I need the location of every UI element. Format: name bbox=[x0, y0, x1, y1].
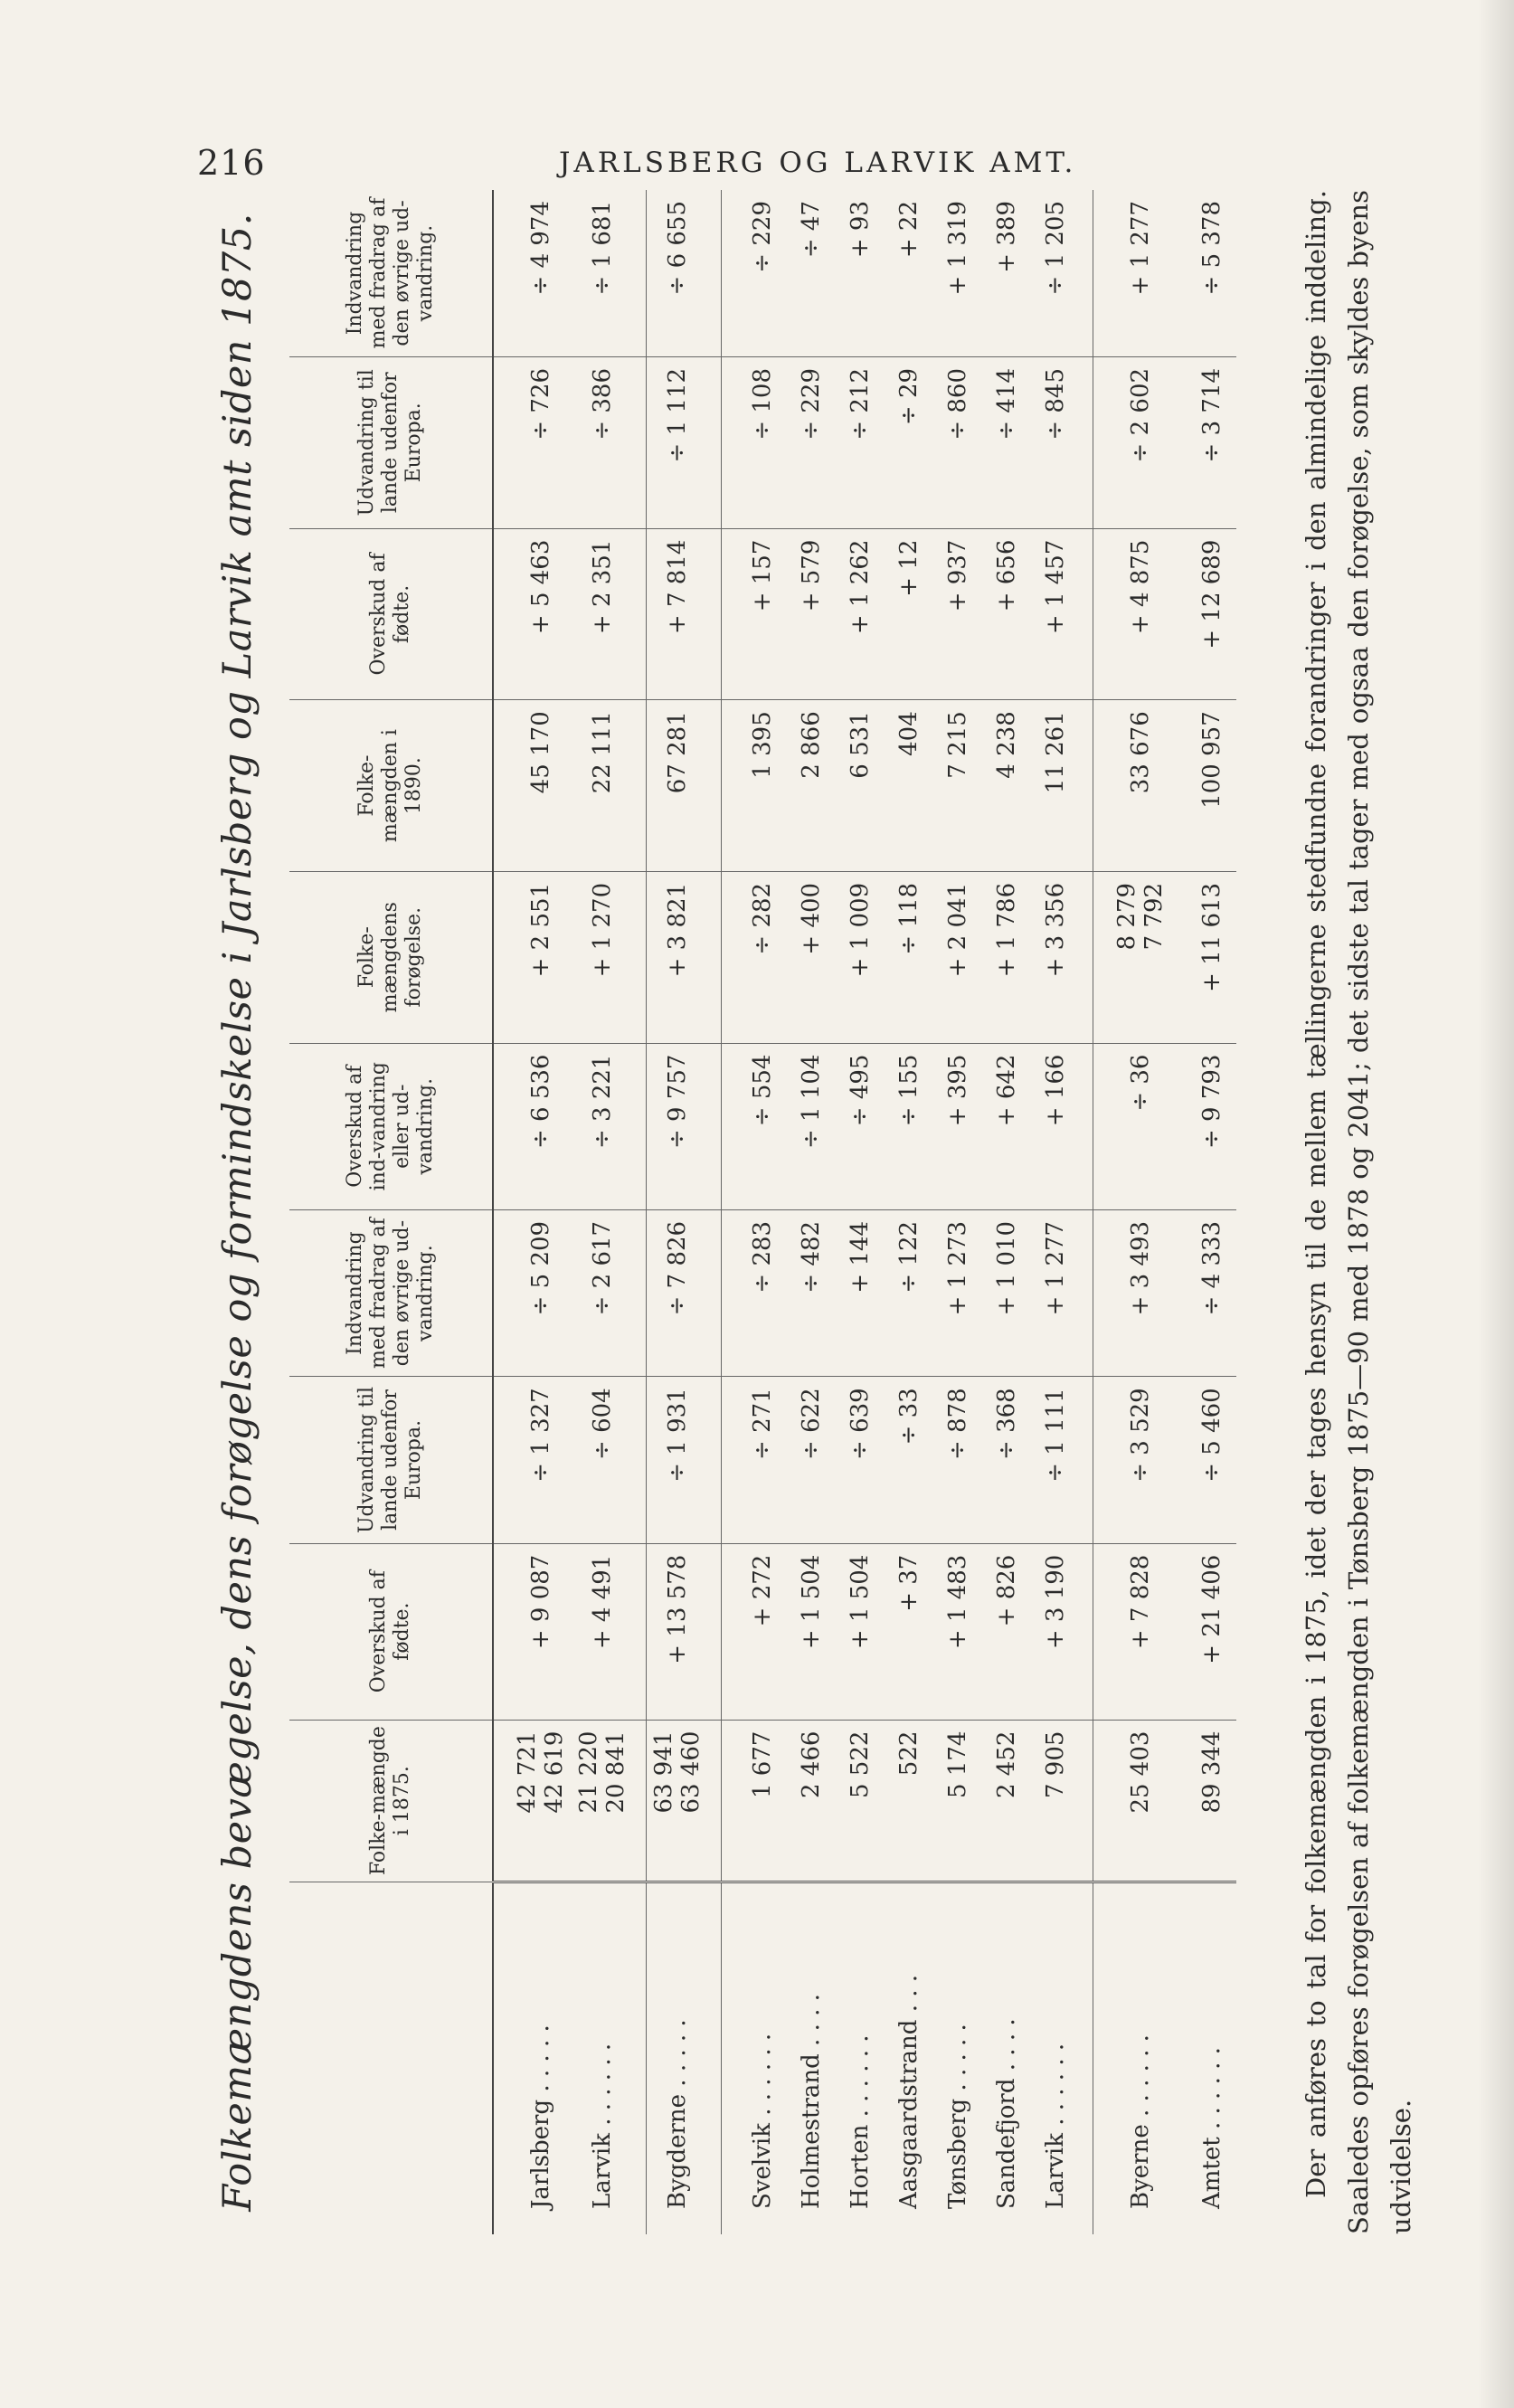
cell-c9: ÷ 4 974 bbox=[493, 190, 572, 356]
cell-c7: + 579 bbox=[787, 528, 836, 700]
table-row bbox=[1171, 190, 1236, 2234]
cell-c5: + 1 009 bbox=[836, 871, 885, 1043]
cell-pop1875: 1 677 bbox=[722, 1720, 788, 1882]
cell-c7: + 12 689 bbox=[1171, 528, 1236, 700]
cell-c5: ÷ 118 bbox=[885, 871, 933, 1043]
cell-c3: + 1 277 bbox=[1031, 1209, 1093, 1376]
cell-c5: + 2 551 bbox=[493, 871, 572, 1043]
cell-c5: + 11 613 bbox=[1171, 871, 1236, 1043]
cell-c3: ÷ 482 bbox=[787, 1209, 836, 1376]
cell-c9: + 1 319 bbox=[933, 190, 982, 356]
running-head: JARLSBERG OG LARVIK AMT. bbox=[559, 147, 1077, 179]
header-emigration-1: Udvandring til lande udenfor Europa. bbox=[289, 1377, 493, 1543]
cell-c4: ÷ 155 bbox=[885, 1043, 933, 1209]
cell-c1: + 1 504 bbox=[836, 1543, 885, 1720]
row-name: Amtet . . . . . . bbox=[1198, 2047, 1225, 2209]
cell-c7: + 7 814 bbox=[647, 528, 722, 700]
cell-c4: + 395 bbox=[933, 1043, 982, 1209]
cell-c2: ÷ 622 bbox=[787, 1377, 836, 1543]
cell-c3: + 3 493 bbox=[1093, 1209, 1172, 1376]
table-row bbox=[982, 190, 1031, 2234]
row-name: Horten . . . . . . bbox=[847, 2034, 874, 2209]
cell-c6: 22 111 bbox=[572, 700, 647, 872]
cell-c8: ÷ 2 602 bbox=[1093, 356, 1172, 528]
cell-c8: ÷ 3 714 bbox=[1171, 356, 1236, 528]
cell-c2: ÷ 878 bbox=[933, 1377, 982, 1543]
table-row bbox=[647, 190, 722, 2234]
cell-c2: ÷ 5 460 bbox=[1171, 1377, 1236, 1543]
cell-c2: ÷ 3 529 bbox=[1093, 1377, 1172, 1543]
table-row bbox=[1093, 190, 1172, 2234]
cell-c3: ÷ 5 209 bbox=[493, 1209, 572, 1376]
cell-c6: 100 957 bbox=[1171, 700, 1236, 872]
cell-c3: ÷ 283 bbox=[722, 1209, 788, 1376]
cell-c2: ÷ 639 bbox=[836, 1377, 885, 1543]
cell-c1: + 21 406 bbox=[1171, 1543, 1236, 1720]
cell-c4: ÷ 36 bbox=[1093, 1043, 1172, 1209]
table-row bbox=[572, 190, 647, 2234]
cell-c3: + 1 010 bbox=[982, 1209, 1031, 1376]
cell-c6: 11 261 bbox=[1031, 700, 1093, 872]
cell-c9: ÷ 47 bbox=[787, 190, 836, 356]
cell-c9: ÷ 6 655 bbox=[647, 190, 722, 356]
cell-c2: ÷ 1 111 bbox=[1031, 1377, 1093, 1543]
cell-c1: + 7 828 bbox=[1093, 1543, 1172, 1720]
cell-c4: + 166 bbox=[1031, 1043, 1093, 1209]
row-name: Aasgaardstrand . . . bbox=[895, 1974, 923, 2209]
cell-c1: + 826 bbox=[982, 1543, 1031, 1720]
cell-c7: + 157 bbox=[722, 528, 788, 700]
table-body bbox=[493, 190, 1236, 2234]
cell-c6: 4 238 bbox=[982, 700, 1031, 872]
cell-c5: ÷ 282 bbox=[722, 871, 788, 1043]
table-row bbox=[722, 190, 788, 2234]
header-migration-balance: Overskud af ind-vandring eller ud-vandring. bbox=[289, 1043, 493, 1209]
cell-c4: + 642 bbox=[982, 1043, 1031, 1209]
cell-c2: ÷ 604 bbox=[572, 1377, 647, 1543]
cell-c8: ÷ 212 bbox=[836, 356, 885, 528]
table-row bbox=[493, 190, 572, 2234]
cell-c7: + 656 bbox=[982, 528, 1031, 700]
cell-c1: + 1 504 bbox=[787, 1543, 836, 1720]
cell-c1: + 37 bbox=[885, 1543, 933, 1720]
header-pop1875: Folke-mængde i 1875. bbox=[289, 1720, 493, 1882]
population-table bbox=[289, 190, 1236, 2234]
table-row bbox=[787, 190, 836, 2234]
cell-c5: + 3 356 bbox=[1031, 871, 1093, 1043]
rotated-table-sheet bbox=[199, 190, 1483, 2234]
row-name: Holmestrand . . . . bbox=[798, 1994, 825, 2209]
cell-pop1875: 2 452 bbox=[982, 1720, 1031, 1882]
cell-c9: + 1 277 bbox=[1093, 190, 1172, 356]
cell-c1: + 272 bbox=[722, 1543, 788, 1720]
cell-c4: ÷ 9 757 bbox=[647, 1043, 722, 1209]
cell-c9: + 389 bbox=[982, 190, 1031, 356]
cell-c5: + 2 041 bbox=[933, 871, 982, 1043]
cell-c1: + 9 087 bbox=[493, 1543, 572, 1720]
cell-c6: 404 bbox=[885, 700, 933, 872]
header-emigration-2: Udvandring til lande udenfor Europa. bbox=[289, 356, 493, 528]
cell-c4: ÷ 554 bbox=[722, 1043, 788, 1209]
cell-c1: + 4 491 bbox=[572, 1543, 647, 1720]
cell-c6: 6 531 bbox=[836, 700, 885, 872]
cell-c6: 45 170 bbox=[493, 700, 572, 872]
header-pop1890: Folke-mængden i 1890. bbox=[289, 700, 493, 872]
cell-c7: + 5 463 bbox=[493, 528, 572, 700]
cell-c4: ÷ 6 536 bbox=[493, 1043, 572, 1209]
cell-pop1875: 63 941 63 460 bbox=[647, 1720, 722, 1882]
page-edge-shadow bbox=[1478, 0, 1514, 2408]
cell-c3: + 1 273 bbox=[933, 1209, 982, 1376]
cell-c8: ÷ 108 bbox=[722, 356, 788, 528]
cell-c3: + 144 bbox=[836, 1209, 885, 1376]
header-births-1: Overskud af fødte. bbox=[289, 1543, 493, 1720]
row-name: Byerne . . . . . . bbox=[1127, 2034, 1154, 2209]
cell-c2: ÷ 1 327 bbox=[493, 1377, 572, 1543]
cell-c7: + 1 262 bbox=[836, 528, 885, 700]
cell-c4: ÷ 1 104 bbox=[787, 1043, 836, 1209]
row-name: Tønsberg . . . . . bbox=[944, 2024, 971, 2209]
cell-c7: + 12 bbox=[885, 528, 933, 700]
row-name: Jarlsberg . . . . . bbox=[527, 2024, 554, 2209]
cell-c9: ÷ 1 205 bbox=[1031, 190, 1093, 356]
cell-c2: ÷ 33 bbox=[885, 1377, 933, 1543]
row-name: Sandefjord . . . . bbox=[993, 2018, 1020, 2209]
page-number: 216 bbox=[197, 143, 266, 183]
cell-c1: + 1 483 bbox=[933, 1543, 982, 1720]
table-row bbox=[1031, 190, 1093, 2234]
cell-c1: + 3 190 bbox=[1031, 1543, 1093, 1720]
cell-pop1875: 7 905 bbox=[1031, 1720, 1093, 1882]
cell-pop1875: 21 220 20 841 bbox=[572, 1720, 647, 1882]
cell-c2: ÷ 1 931 bbox=[647, 1377, 722, 1543]
row-name: Larvik . . . . . . bbox=[572, 1882, 647, 2234]
cell-c2: ÷ 271 bbox=[722, 1377, 788, 1543]
cell-pop1875: 89 344 bbox=[1171, 1720, 1236, 1882]
cell-pop1875: 25 403 bbox=[1093, 1720, 1172, 1882]
cell-c3: ÷ 7 826 bbox=[647, 1209, 722, 1376]
cell-c5: 8 279 7 792 bbox=[1093, 871, 1172, 1043]
cell-c8: ÷ 29 bbox=[885, 356, 933, 528]
cell-c7: + 937 bbox=[933, 528, 982, 700]
cell-c5: + 3 821 bbox=[647, 871, 722, 1043]
cell-c6: 2 866 bbox=[787, 700, 836, 872]
cell-pop1875: 42 721 42 619 bbox=[493, 1720, 572, 1882]
cell-pop1875: 522 bbox=[885, 1720, 933, 1882]
cell-c7: + 4 875 bbox=[1093, 528, 1172, 700]
cell-c9: + 93 bbox=[836, 190, 885, 356]
cell-c8: ÷ 229 bbox=[787, 356, 836, 528]
footnote: Der anføres to tal for folkemængden i 1875, idet der tages hensyn til de mellem tællingerne stedfundne forandringer i den almindelige inddeling. Saaledes opføres forøgelsen af folkemængden i Tønsberg 1875—90 med 1878 og 2041; det sidste tal tager med ogsaa den forøgelse, som skyldes byens udvidelse. bbox=[1301, 190, 1416, 2234]
cell-c8: ÷ 386 bbox=[572, 356, 647, 528]
cell-c1: + 13 578 bbox=[647, 1543, 722, 1720]
cell-c9: + 22 bbox=[885, 190, 933, 356]
table-title: Folkemængdens bevægelse, dens forøgelse og formindskelse i Jarlsberg og Larvik amt siden 1875. bbox=[215, 213, 260, 2212]
cell-c5: + 400 bbox=[787, 871, 836, 1043]
cell-c8: ÷ 414 bbox=[982, 356, 1031, 528]
row-name: Svelvik . . . . . . bbox=[749, 2033, 776, 2209]
cell-c7: + 2 351 bbox=[572, 528, 647, 700]
cell-c3: ÷ 4 333 bbox=[1171, 1209, 1236, 1376]
cell-pop1875: 2 466 bbox=[787, 1720, 836, 1882]
table-row bbox=[885, 190, 933, 2234]
cell-c6: 1 395 bbox=[722, 700, 788, 872]
table-row bbox=[933, 190, 982, 2234]
cell-c8: ÷ 1 112 bbox=[647, 356, 722, 528]
header-increase: Folke-mængdens forøgelse. bbox=[289, 871, 493, 1043]
cell-c8: ÷ 860 bbox=[933, 356, 982, 528]
row-name: Larvik . . . . . . bbox=[1031, 1882, 1093, 2234]
cell-c9: ÷ 1 681 bbox=[572, 190, 647, 356]
cell-c8: ÷ 845 bbox=[1031, 356, 1093, 528]
cell-c9: ÷ 229 bbox=[722, 190, 788, 356]
cell-c4: ÷ 9 793 bbox=[1171, 1043, 1236, 1209]
cell-c8: ÷ 726 bbox=[493, 356, 572, 528]
header-births-2: Overskud af fødte. bbox=[289, 528, 493, 700]
cell-c5: + 1 786 bbox=[982, 871, 1031, 1043]
cell-pop1875: 5 522 bbox=[836, 1720, 885, 1882]
cell-c3: ÷ 2 617 bbox=[572, 1209, 647, 1376]
cell-c6: 7 215 bbox=[933, 700, 982, 872]
cell-c6: 67 281 bbox=[647, 700, 722, 872]
row-name: Bygderne . . . . . bbox=[647, 1882, 722, 2234]
cell-c9: ÷ 5 378 bbox=[1171, 190, 1236, 356]
cell-c7: + 1 457 bbox=[1031, 528, 1093, 700]
header-name bbox=[289, 1882, 493, 2234]
cell-c5: + 1 270 bbox=[572, 871, 647, 1043]
cell-c3: ÷ 122 bbox=[885, 1209, 933, 1376]
cell-c2: ÷ 368 bbox=[982, 1377, 1031, 1543]
cell-c4: ÷ 3 221 bbox=[572, 1043, 647, 1209]
cell-c6: 33 676 bbox=[1093, 700, 1172, 872]
header-immigration-2: Indvandring med fradrag af den øvrige ud-vandring. bbox=[289, 190, 493, 356]
table-row bbox=[836, 190, 885, 2234]
header-immigration-1: Indvandring med fradrag af den øvrige ud-vandring. bbox=[289, 1209, 493, 1376]
page-header bbox=[197, 136, 1445, 190]
cell-pop1875: 5 174 bbox=[933, 1720, 982, 1882]
table-header-row bbox=[289, 190, 493, 2234]
cell-c4: ÷ 495 bbox=[836, 1043, 885, 1209]
